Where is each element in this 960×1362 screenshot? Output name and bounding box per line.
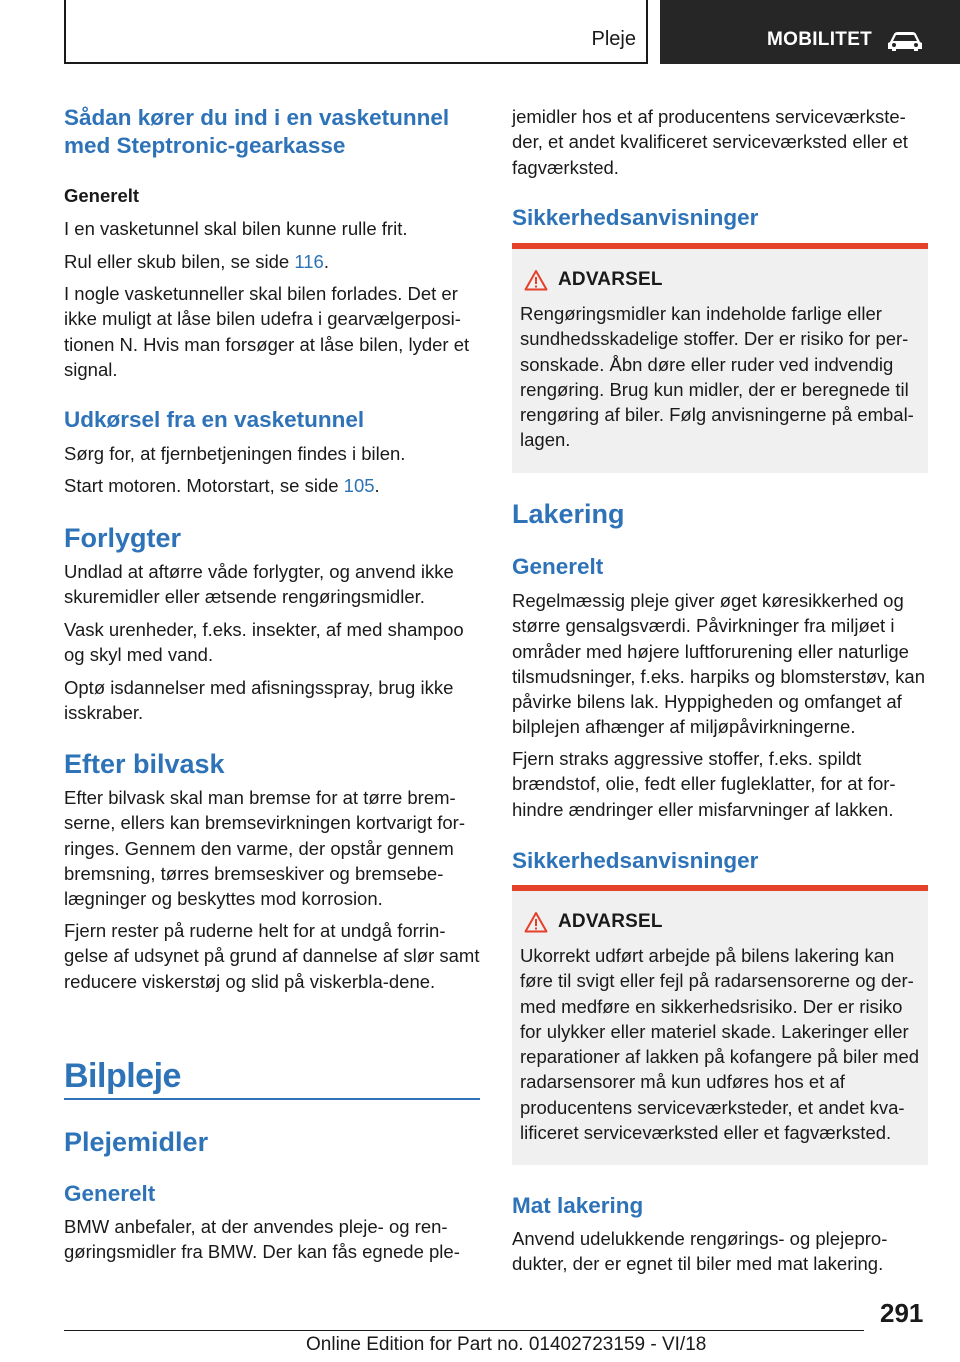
page-link-105[interactable]: 105 (343, 475, 375, 496)
after-wash-heading: Efter bilvask (64, 749, 225, 779)
warning-triangle-icon (524, 911, 548, 933)
header-frame (64, 0, 648, 64)
section-divider (64, 1098, 480, 1100)
matte-paint-heading: Mat lakering (512, 1193, 644, 1218)
care-products-heading: Plejemidler (64, 1127, 209, 1157)
carwash-exit-heading: Udkørsel fra en vasketunnel (64, 407, 365, 432)
headlights-paragraph-2: Vask urenheder, f.eks. insekter, af med shampoo og skyl med vand. (64, 619, 464, 666)
safety-heading-1: Sikkerhedsanvisninger (512, 205, 759, 230)
section-title: Pleje (591, 28, 636, 50)
warning-box-2 (512, 885, 928, 1165)
page-link-116[interactable]: 116 (294, 251, 324, 272)
chapter-title: MOBILITET (767, 29, 873, 50)
carwash-entry-heading: Sådan kører du ind i en vasketunnel med Steptronic-gearkasse (64, 105, 450, 158)
edition-note: Online Edition for Part no. 01402723159 - VI/18 (306, 1334, 707, 1355)
care-general-paragraph: BMW anbefaler, at der anvendes pleje- og ren-gøringsmidler fra BMW. Der kan fås egnede ple- (64, 1216, 460, 1263)
paint-general-heading: Generelt (512, 554, 604, 579)
paint-paragraph-1: Regelmæssig pleje giver øget køresikkerhed og større gensalgsværdi. Påvirkninger fra miljøet i områder med højere luftforurening eller naturlige tilsmudsninger, f.eks. harpiks og blomsterstøv, kan påvirke bilens lak. Hyppigheden og omfanget af bilplejen afhænger af miljøpåvirkningerne. (512, 590, 925, 738)
safety-heading-2: Sikkerhedsanvisninger (512, 848, 759, 873)
car-icon (886, 30, 924, 52)
paint-heading: Lakering (512, 499, 625, 529)
warning-label-1: ADVARSEL (558, 269, 663, 290)
continued-paragraph: jemidler hos et af producentens serviceværkste-der, et andet kvalificeret serviceværksted eller et fagværksted. (512, 106, 908, 178)
warning-triangle-icon (524, 269, 548, 291)
paint-paragraph-2: Fjern straks aggressive stoffer, f.eks. spildt brændstof, olie, fedt eller fugleklatter, for at for-hindre ændringer eller misfarvninger af lakken. (512, 748, 896, 820)
after-wash-paragraph-1: Efter bilvask skal man bremse for at tørre brem-serne, ellers kan bremsevirkningen kortvarigt for-ringes. Gennem den varme, der opstår gennem bremsning, tørres bremseskiver og bremsebe-lægninger og beskyttes mod korrosion. (64, 787, 465, 910)
matte-paint-paragraph: Anvend udelukkende rengørings- og plejepro-dukter, der er egnet til biler med mat lakering. (512, 1228, 888, 1275)
warning-box-1 (512, 243, 928, 473)
carwash-paragraph-3: I nogle vasketunneller skal bilen forlades. Det er ikke muligt at låse bilen udefra i gearvælgerposi-tionen N. Hvis man forsøger at låse bilen, lyder et signal. (64, 283, 470, 380)
page-number: 291 (880, 1298, 924, 1328)
carwash-paragraph-2: Rul eller skub bilen, se side 116. (64, 251, 329, 272)
warning-label-2: ADVARSEL (558, 911, 663, 932)
headlights-paragraph-3: Optø isdannelser med afisningsspray, brug ikke isskraber. (64, 677, 454, 724)
warning-text-2: Ukorrekt udført arbejde på bilens lakering kan føre til svigt eller fejl på radarsensorerne og der-med medføre en sikkerhedsrisiko. Der er risiko for ulykker eller materiel skade. Lakeringer eller reparationer af lakken på kofangere på biler med radarsensorer må kun udføres hos et af producentens serviceværksteder, et andet kva-lificeret serviceværksted eller et fagværksted. (520, 945, 920, 1144)
carwash-exit-paragraph-2: Start motoren. Motorstart, se side 105. (64, 475, 380, 496)
chapter-tab[interactable] (660, 0, 960, 64)
care-general-heading: Generelt (64, 1181, 156, 1206)
footer-divider (64, 1330, 864, 1331)
warning-text-1: Rengøringsmidler kan indeholde farlige eller sundhedsskadelige stoffer. Der er risiko for per-sonskade. Åbn døre eller ruder ved indvendig rengøring. Brug kun midler, der er beregnede til rengøring af biler. Følg anvisningerne på embal-lagen. (520, 303, 914, 451)
after-wash-paragraph-2: Fjern rester på ruderne helt for at undgå forrin-gelse af udsynet på grund af dannelse af slør samt reducere viskerstøj og slid på viskerbla-dene. (64, 920, 480, 992)
carwash-exit-paragraph-1: Sørg for, at fjernbetjeningen findes i bilen. (64, 443, 406, 464)
headlights-paragraph-1: Undlad at aftørre våde forlygter, og anvend ikke skuremidler eller ætsende rengøringsmidler. (64, 561, 454, 608)
car-care-heading: Bilpleje (64, 1057, 181, 1095)
headlights-heading: Forlygter (64, 523, 182, 553)
carwash-paragraph-1: I en vasketunnel skal bilen kunne rulle frit. (64, 218, 408, 239)
carwash-general-label: Generelt (64, 185, 140, 206)
